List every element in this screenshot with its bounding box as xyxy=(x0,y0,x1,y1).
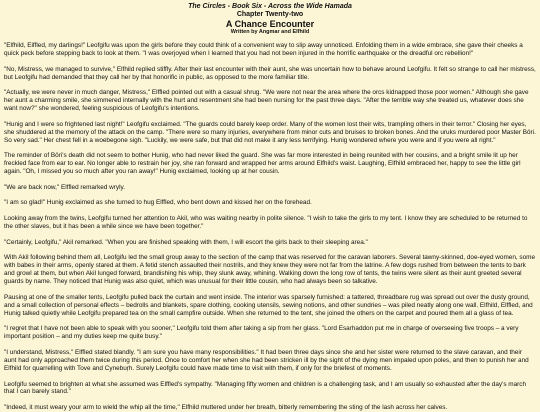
author-byline: Written by Angmar and Elfhild xyxy=(230,29,310,35)
document-header xyxy=(4,3,536,36)
paragraph: "I am so glad!" Hunig exclaimed as she turned to hug Elffled, who bent down and kissed her on the forehead. xyxy=(4,199,312,207)
paragraph: "Actually, we were never in much danger, Mistress," Elffled pointed out with a casual shrug. "We were not near the area where the orcs kidnapped those poor women." Although she gave her aunt a charming smile, she simmered internally with the hurt and resentment she had been nursing for the past three days. "After the terrible way she treated us, whatever does she want now?" she wondered, feeling suspicious of Leofgifu's intentions. xyxy=(4,89,529,113)
paragraph: With Akil following behind them all, Leofgifu led the small group away to the section of the camp that was reserved for the caravan laborers. Several tawny-skinned, doe-eyed women, some with babes in their arms, openly stared at them. A fetid stench assaulted their nostrils, and they knew they were not far from the latrine. A few dogs rushed from between the tents to bark and growl at them, but when Akil lunged forward, brandishing his whip, they slunk away, whining. Walking down the long row of tents, the twins were silent as their aunt greeted several guards by name. They noticed that Hunig was also quiet, which was unusual for their little cousin, who had always been so talkative. xyxy=(4,254,536,286)
series-title: The Circles - Book Six - Across the Wide Hamada xyxy=(188,3,352,10)
paragraph: "Indeed, it must weary your arm to wield the whip all the time," Elfhild muttered under her breath, bitterly remembering the sting of the lash across her calves. xyxy=(4,404,448,412)
paragraph: "We are back now," Elffled remarked wryly. xyxy=(4,183,126,191)
chapter-title: A Chance Encounter xyxy=(225,19,315,29)
paragraph: "Hunig and I were so frightened last night!" Leofgifu exclaimed. "The guards could barely keep order. Many of the women lost their wits, trampling others in their terror." Closing her eyes, she shuddered at the memory of the attack on the camp. "There were so many injuries, everywhere from minor cuts and bruises to broken bones. And the uruks murdered poor Master Böri. So very sad." Her chest fell in a woebegone sigh. "Luckily, we were safe, but that did not make it any less terrifying. Hunig wondered where you were and if you were all right." xyxy=(4,120,536,144)
paragraph: "I understand, Mistress," Elffled stated blandly. "I am sure you have many responsibilities." It had been three days since she and her sister were returned to the slave caravan, and their aunt had only approached them twice during this period. Once to comfort her when she had been stricken ill by the sight of the dying men impaled upon poles, and then to punish her and Elfhild for quarrelling with Tove and Cynebuŗh. Surely Leofgifu could have made time to visit with them, if only for the briefest of moments. xyxy=(4,349,529,372)
paragraph: "Elfhild, Eiffled, my darlings!" Leofgifu was upon the girls before they could think of a convenient way to slip away unnoticed. Enfolding them in a wide embrace, she gave their cheeks a quick peck before stepping back to look at them. "I was overjoyed when I learned that you had not been injured in the horrific earthquake or the dreadful orc rebellion!" xyxy=(4,42,523,57)
story-body xyxy=(4,42,536,412)
paragraph: Leofgifu seemed to brighten at what she assumed was Elffled's sympathy. "Managing fifty women and children is a challenging task, and I am usually so exhausted after the day's march that I can barely stand." xyxy=(4,380,527,396)
chapter-number: Chapter Twenty-two xyxy=(236,11,304,18)
paragraph: "No, Mistress, we managed to survive," Elfhild replied stiffly. After their last encounter with their aunt, she was uncertain how to behave around Leofgifu. It felt so strange to call her mistress, but Leofgifu had demanded that they call her by that honorific in public, as opposed to the more familiar title. xyxy=(4,65,536,81)
paragraph: "Certainly, Leofgifu," Akil remarked. "When you are finished speaking with them, I will escort the girls back to their sleeping area." xyxy=(4,238,368,246)
paragraph: "I regret that I have not been able to speak with you sooner," Leofgifu told them after taking a sip from her glass. "Lord Esarhaddon put me in charge of overseeing five troops – a very important position – and my duties keep me quite busy." xyxy=(4,325,519,341)
paragraph: Looking away from the twins, Leofgifu turned her attention to Akil, who was waiting nearby in polite silence. "I wish to take the girls to my tent. I know they are scheduled to be returned to the other slaves, but it has been a while since we have been together." xyxy=(4,215,528,231)
paragraph: Pausing at one of the smaller tents, Leofgifu pulled back the curtain and went inside. The interior was sparsely furnished: a tattered, threadbare rug was spread out over the dusty ground, and a small collection of personal effects – bedrolls and blankets, spare clothing, cooking utensils, sewing notions, and other sundries – was piled neatly along one wall. Elfhild, Elffled, and Hunig talked quietly while Leofgifu prepared tea on the small campfire outside. When she returned to the tent, she joined the others on the carpet and poured them all a glass of tea. xyxy=(4,293,533,317)
paragraph: The reminder of Böri's death did not seem to bother Hunig, who had never liked the guard. She was far more interested in being reunited with her cousins, and a bright smile lit up her freckled face from ear to ear. No longer able to restrain her joy, she ran forward and wrapped her arms around Elfhild's waist. Laughing, Elfhild embraced her, happy to see the little girl again. "Oh, I missed you so much after you ran away!" Hunig exclaimed, looking up at her cousin. xyxy=(4,152,521,176)
